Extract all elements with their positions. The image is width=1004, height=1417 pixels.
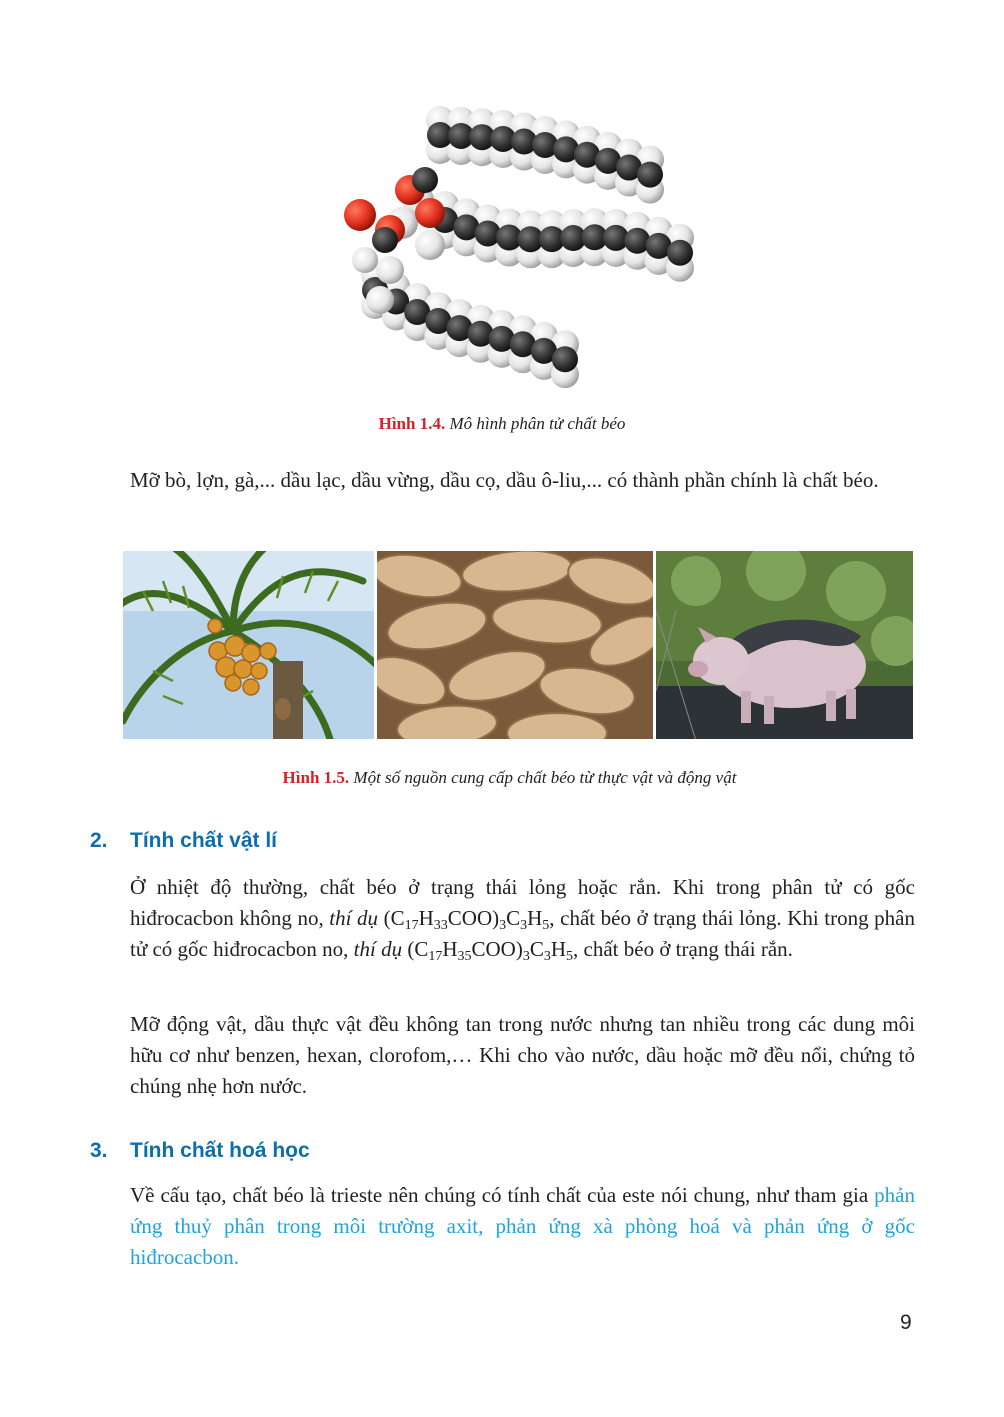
section-number: 3. <box>90 1139 108 1162</box>
section-title: Tính chất vật lí <box>130 829 278 852</box>
example-label: thí dụ <box>353 937 403 961</box>
section-number: 2. <box>90 829 108 852</box>
text-run: Về cấu tạo, chất béo là trieste nên chúng có tính chất của este nói chung, như tham gia <box>130 1183 875 1207</box>
carbon-atom <box>412 167 438 193</box>
section-2-heading <box>90 829 277 853</box>
carbon-atom <box>667 240 693 266</box>
section-3-heading <box>90 1139 310 1163</box>
carbon-atom <box>637 162 663 188</box>
text-run: , chất béo ở trạng thái rắn. <box>573 937 793 961</box>
hydrogen-atom <box>352 247 378 273</box>
oxygen-atom <box>415 198 445 228</box>
section-title: Tính chất hoá học <box>130 1139 310 1162</box>
figure-1-5-caption <box>0 768 1004 788</box>
figure-1-4-caption <box>0 414 1004 434</box>
example-label: thí dụ <box>329 906 379 930</box>
reaction-types-link[interactable]: phản ứng thuỷ phân trong môi trường axit, phản ứng xà phòng hoá và phản ứng ở gốc hiđrocacbon. <box>130 1183 915 1269</box>
fat-molecule-model-image <box>330 95 710 395</box>
figure-caption-text: Một số nguồn cung cấp chất béo từ thực vật và động vật <box>353 768 737 787</box>
page-number: 9 <box>900 1311 912 1334</box>
formula-saturated: $(C_{17}H_{35}COO)_3C_3H_5$ <box>407 937 574 964</box>
pig-photo <box>656 551 913 739</box>
peanuts-photo <box>377 551 653 739</box>
figure-label: Hình 1.5. <box>282 768 350 787</box>
section-2-paragraph-1 <box>130 872 915 965</box>
carbon-atom <box>372 227 398 253</box>
oxygen-atom <box>344 199 376 231</box>
hydrogen-atom <box>376 256 404 284</box>
figure-label: Hình 1.4. <box>378 414 446 433</box>
coconut-palm-photo <box>123 551 374 739</box>
hydrogen-atom <box>366 286 394 314</box>
carbon-atom <box>552 346 578 372</box>
section-3-paragraph-1 <box>130 1180 915 1273</box>
intro-paragraph: Mỡ bò, lợn, gà,... dầu lạc, dầu vừng, dầu cọ, dầu ô-liu,... có thành phần chính là chất béo. <box>130 468 879 492</box>
section-2-paragraph-2: Mỡ động vật, dầu thực vật đều không tan trong nước nhưng tan nhiều trong các dung môi hữu cơ như benzen, hexan, clorofom,… Khi cho vào nước, dầu hoặc mỡ đều nổi, chứng tỏ chúng nhẹ hơn nước. <box>130 1012 915 1098</box>
text-run: , chất béo ở trạng thái lỏng. Khi trong phân tử có gốc hiđrocacbon no, <box>130 906 915 961</box>
hydrogen-atom <box>415 230 445 260</box>
text-run: Ở nhiệt độ thường, chất béo ở trạng thái lỏng hoặc rắn. Khi trong phân tử có gốc hiđrocacbon không no, <box>130 875 915 930</box>
figure-caption-text: Mô hình phân tử chất béo <box>449 414 626 433</box>
formula-unsaturated: $(C_{17}H_{33}COO)_3C_3H_5$ <box>383 906 550 933</box>
